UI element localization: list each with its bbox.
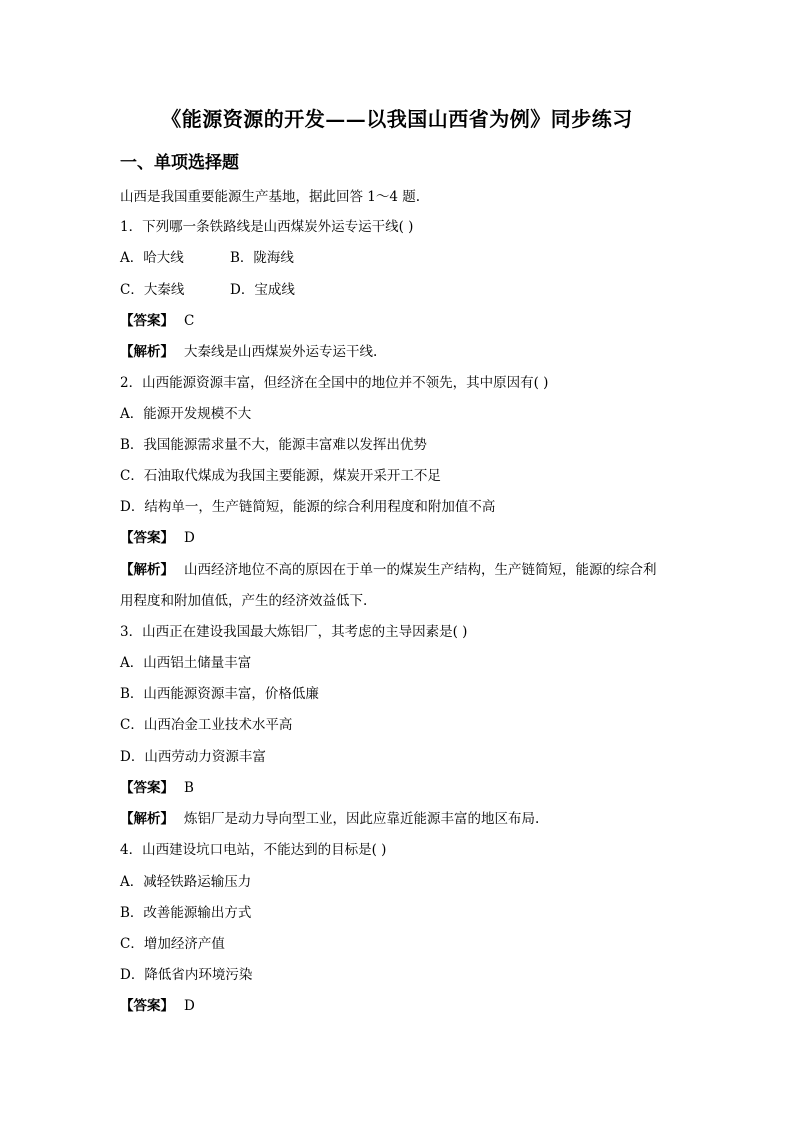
question-1-option-c: C．大秦线 xyxy=(120,282,185,298)
question-1-option-b: B．陇海线 xyxy=(230,250,294,266)
intro-text: 山西是我国重要能源生产基地，据此回答 1～4 题. xyxy=(120,189,421,205)
question-4-option-c: C．增加经济产值 xyxy=(120,936,225,952)
question-3-option-a: A．山西铝土储量丰富 xyxy=(120,655,252,671)
question-3-analysis xyxy=(120,810,539,828)
question-4-option-d: D．降低省内环境污染 xyxy=(120,967,253,983)
question-3-option-b: B．山西能源资源丰富，价格低廉 xyxy=(120,686,319,702)
answer-tag: 【答案】 xyxy=(120,780,174,796)
question-1-options-ab xyxy=(120,249,520,267)
question-2-analysis xyxy=(120,561,657,579)
section-heading: 一、单项选择题 xyxy=(120,153,239,173)
answer-value: D xyxy=(184,998,195,1014)
question-1-options-cd xyxy=(120,281,520,299)
question-4-option-a: A．减轻铁路运输压力 xyxy=(120,874,252,890)
analysis-tag: 【解析】 xyxy=(120,811,174,827)
analysis-tag: 【解析】 xyxy=(120,344,174,360)
question-2-stem: 2．山西能源资源丰富，但经济在全国中的地位并不领先，其中原因有( ) xyxy=(120,375,549,391)
question-2-option-c: C．石油取代煤成为我国主要能源，煤炭开采开工不足 xyxy=(120,468,441,484)
question-2-option-b: B．我国能源需求量不大，能源丰富难以发挥出优势 xyxy=(120,437,427,453)
question-3-answer xyxy=(120,779,194,797)
answer-tag: 【答案】 xyxy=(120,998,174,1014)
question-2-option-d: D．结构单一，生产链简短，能源的综合利用程度和附加值不高 xyxy=(120,499,496,515)
question-1-option-a: A．哈大线 xyxy=(120,250,184,266)
question-1-answer xyxy=(120,312,194,330)
question-2-analysis-cont: 用程度和附加值低，产生的经济效益低下. xyxy=(120,593,368,609)
analysis-text: 山西经济地位不高的原因在于单一的煤炭生产结构，生产链简短，能源的综合利 xyxy=(184,562,657,578)
answer-tag: 【答案】 xyxy=(120,530,174,546)
question-3-option-c: C．山西冶金工业技术水平高 xyxy=(120,717,293,733)
analysis-text: 大秦线是山西煤炭外运专运干线. xyxy=(184,344,378,360)
answer-value: D xyxy=(184,530,195,546)
question-4-stem: 4．山西建设坑口电站，不能达到的目标是( ) xyxy=(120,842,387,858)
analysis-tag: 【解析】 xyxy=(120,562,174,578)
question-2-option-a: A．能源开发规模不大 xyxy=(120,406,252,422)
answer-value: C xyxy=(184,313,195,329)
answer-tag: 【答案】 xyxy=(120,313,174,329)
analysis-text: 炼铝厂是动力导向型工业，因此应靠近能源丰富的地区布局. xyxy=(184,811,540,827)
question-3-stem: 3．山西正在建设我国最大炼铝厂，其考虑的主导因素是( ) xyxy=(120,624,468,640)
question-3-option-d: D．山西劳动力资源丰富 xyxy=(120,749,266,765)
question-4-option-b: B．改善能源输出方式 xyxy=(120,905,252,921)
question-1-analysis xyxy=(120,343,377,361)
question-1-option-d: D．宝成线 xyxy=(230,282,295,298)
question-1-stem: 1．下列哪一条铁路线是山西煤炭外运专运干线( ) xyxy=(120,219,414,235)
document-title: 《能源资源的开发——以我国山西省为例》同步练习 xyxy=(161,107,633,131)
answer-value: B xyxy=(184,780,194,796)
question-2-answer xyxy=(120,529,195,547)
question-4-answer xyxy=(120,997,195,1015)
